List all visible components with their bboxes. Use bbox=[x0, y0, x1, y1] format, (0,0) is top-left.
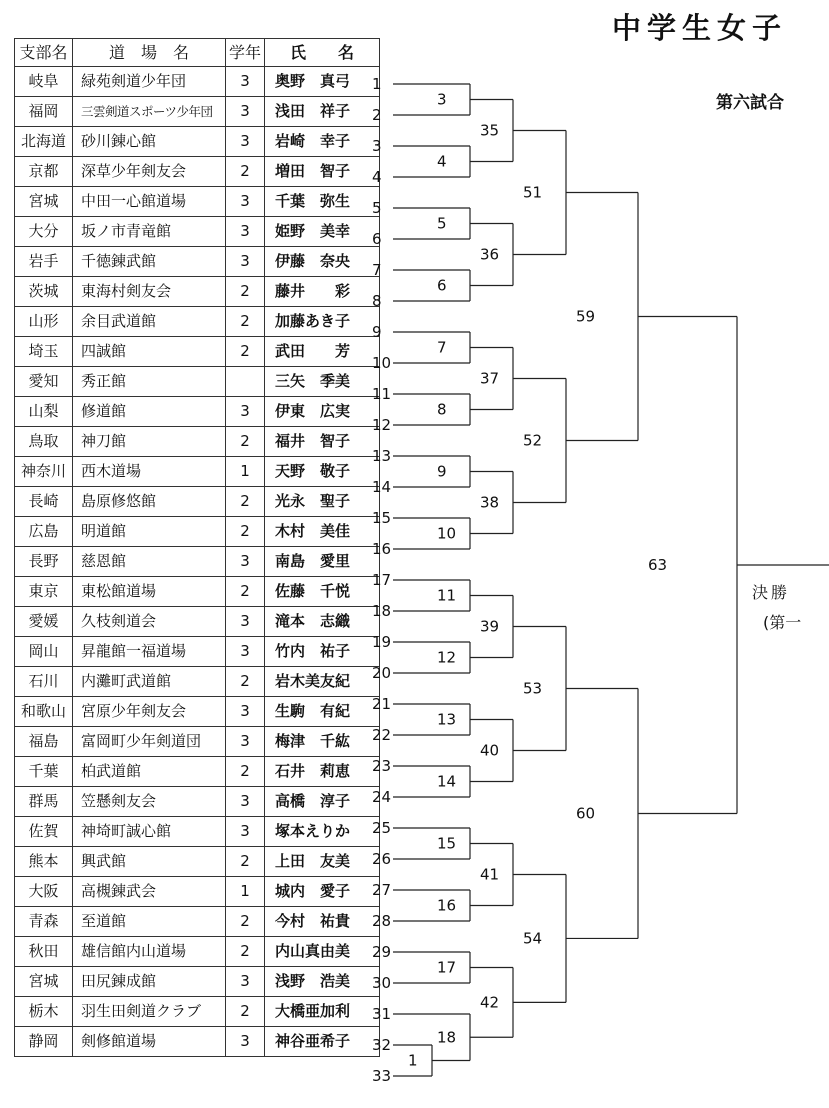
grade-cell: 3 bbox=[226, 217, 265, 247]
match-number-r2: 38 bbox=[480, 493, 500, 512]
dojo-cell: 東松館道場 bbox=[73, 577, 226, 607]
grade-cell: 2 bbox=[226, 307, 265, 337]
name-cell: 藤井 彩 bbox=[265, 277, 380, 307]
branch-cell: 京都 bbox=[15, 157, 73, 187]
match-number-r2: 41 bbox=[480, 865, 500, 884]
dojo-cell: 坂ノ市青竜館 bbox=[73, 217, 226, 247]
dojo-cell: 至道館 bbox=[73, 907, 226, 937]
branch-cell: 神奈川 bbox=[15, 457, 73, 487]
match-number-r1: 16 bbox=[437, 896, 457, 915]
match-number-r2: 35 bbox=[480, 121, 500, 140]
grade-cell: 2 bbox=[226, 907, 265, 937]
name-cell: 福井 智子 bbox=[265, 427, 380, 457]
branch-cell: 埼玉 bbox=[15, 337, 73, 367]
name-cell: 今村 祐貴 bbox=[265, 907, 380, 937]
branch-cell: 栃木 bbox=[15, 997, 73, 1027]
name-cell: 上田 友美 bbox=[265, 847, 380, 877]
seed-number: 10 bbox=[372, 354, 392, 372]
name-cell: 竹内 祐子 bbox=[265, 637, 380, 667]
seed-number: 2 bbox=[372, 106, 382, 124]
page-title: 中学生女子 bbox=[612, 11, 788, 45]
grade-cell: 3 bbox=[226, 1027, 265, 1057]
match-number-r3: 54 bbox=[523, 929, 543, 948]
seed-number: 14 bbox=[372, 478, 392, 496]
name-cell: 浅田 祥子 bbox=[265, 97, 380, 127]
seed-number: 28 bbox=[372, 912, 392, 930]
name-cell: 南島 愛里 bbox=[265, 547, 380, 577]
dojo-cell: 剣修館道場 bbox=[73, 1027, 226, 1057]
name-cell: 城内 愛子 bbox=[265, 877, 380, 907]
seed-number: 8 bbox=[372, 292, 382, 310]
match-number-prelim: 1 bbox=[408, 1051, 418, 1070]
branch-cell: 福島 bbox=[15, 727, 73, 757]
name-cell: 梅津 千紘 bbox=[265, 727, 380, 757]
branch-cell: 千葉 bbox=[15, 757, 73, 787]
dojo-cell: 千徳錬武館 bbox=[73, 247, 226, 277]
grade-cell: 2 bbox=[226, 577, 265, 607]
dojo-cell: 砂川錬心館 bbox=[73, 127, 226, 157]
grade-cell: 3 bbox=[226, 547, 265, 577]
dojo-cell: 田尻錬成館 bbox=[73, 967, 226, 997]
grade-cell: 3 bbox=[226, 97, 265, 127]
seed-number: 4 bbox=[372, 168, 382, 186]
seed-number: 23 bbox=[372, 757, 392, 775]
grade-cell: 2 bbox=[226, 517, 265, 547]
match-number-r1: 17 bbox=[437, 958, 457, 977]
branch-cell: 岡山 bbox=[15, 637, 73, 667]
match-number-r2: 40 bbox=[480, 741, 500, 760]
dojo-cell: 東海村剣友会 bbox=[73, 277, 226, 307]
name-cell: 奥野 真弓 bbox=[265, 67, 380, 97]
dojo-cell: 笠懸剣友会 bbox=[73, 787, 226, 817]
branch-cell: 東京 bbox=[15, 577, 73, 607]
match-number-r2: 42 bbox=[480, 993, 500, 1012]
grade-cell: 2 bbox=[226, 337, 265, 367]
grade-cell: 2 bbox=[226, 487, 265, 517]
grade-cell: 3 bbox=[226, 397, 265, 427]
grade-cell: 3 bbox=[226, 967, 265, 997]
name-cell: 増田 智子 bbox=[265, 157, 380, 187]
dojo-cell: 秀正館 bbox=[73, 367, 226, 397]
match-number-r2: 37 bbox=[480, 369, 500, 388]
match-number-r1: 9 bbox=[437, 462, 447, 481]
branch-cell: 長野 bbox=[15, 547, 73, 577]
seed-number: 17 bbox=[372, 571, 392, 589]
match-number-r1: 5 bbox=[437, 214, 447, 233]
seed-number: 7 bbox=[372, 261, 382, 279]
match-number-r1: 7 bbox=[437, 338, 447, 357]
grade-cell: 3 bbox=[226, 817, 265, 847]
seed-number: 19 bbox=[372, 633, 392, 651]
grade-cell: 3 bbox=[226, 187, 265, 217]
branch-cell: 静岡 bbox=[15, 1027, 73, 1057]
seed-number: 5 bbox=[372, 199, 382, 217]
grade-cell: 1 bbox=[226, 877, 265, 907]
seed-number: 18 bbox=[372, 602, 392, 620]
grade-cell: 2 bbox=[226, 157, 265, 187]
match-number-r1: 8 bbox=[437, 400, 447, 419]
seed-number: 25 bbox=[372, 819, 392, 837]
match-number-r2: 36 bbox=[480, 245, 500, 264]
final-label: 決勝 bbox=[752, 583, 791, 602]
dojo-cell: 羽生田剣道クラブ bbox=[73, 997, 226, 1027]
seed-number: 11 bbox=[372, 385, 392, 403]
match-number-r2: 39 bbox=[480, 617, 500, 636]
seed-number: 33 bbox=[372, 1067, 392, 1085]
grade-cell: 2 bbox=[226, 847, 265, 877]
branch-cell: 宮城 bbox=[15, 967, 73, 997]
seed-number: 3 bbox=[372, 137, 382, 155]
grade-cell: 2 bbox=[226, 937, 265, 967]
seed-number: 13 bbox=[372, 447, 392, 465]
dojo-cell: 修道館 bbox=[73, 397, 226, 427]
name-cell: 姫野 美幸 bbox=[265, 217, 380, 247]
seed-number: 26 bbox=[372, 850, 392, 868]
branch-cell: 石川 bbox=[15, 667, 73, 697]
final-sub-label: (第一 bbox=[763, 613, 802, 632]
branch-cell: 宮城 bbox=[15, 187, 73, 217]
name-cell: 石井 莉恵 bbox=[265, 757, 380, 787]
branch-cell: 愛媛 bbox=[15, 607, 73, 637]
match-number-r1: 18 bbox=[437, 1028, 457, 1047]
match-number-r3: 51 bbox=[523, 183, 543, 202]
dojo-cell: 三雲剣道スポーツ少年団 bbox=[73, 97, 226, 127]
match-number-r1: 4 bbox=[437, 152, 447, 171]
grade-cell: 2 bbox=[226, 757, 265, 787]
name-cell: 三矢 季美 bbox=[265, 367, 380, 397]
grade-cell: 1 bbox=[226, 457, 265, 487]
match-number-r4: 59 bbox=[576, 307, 596, 326]
branch-cell: 大分 bbox=[15, 217, 73, 247]
branch-cell: 山梨 bbox=[15, 397, 73, 427]
branch-cell: 長崎 bbox=[15, 487, 73, 517]
seed-number: 24 bbox=[372, 788, 392, 806]
match-number-r1: 3 bbox=[437, 90, 447, 109]
match-number-r3: 53 bbox=[523, 679, 543, 698]
grade-cell: 3 bbox=[226, 607, 265, 637]
dojo-cell: 明道館 bbox=[73, 517, 226, 547]
seed-number: 20 bbox=[372, 664, 392, 682]
name-cell: 岩崎 幸子 bbox=[265, 127, 380, 157]
dojo-cell: 余目武道館 bbox=[73, 307, 226, 337]
header-branch: 支部名 bbox=[15, 39, 73, 67]
match-number-r1: 15 bbox=[437, 834, 457, 853]
name-cell: 伊藤 奈央 bbox=[265, 247, 380, 277]
header-grade: 学年 bbox=[226, 39, 265, 67]
dojo-cell: 島原修悠館 bbox=[73, 487, 226, 517]
name-cell: 伊東 広実 bbox=[265, 397, 380, 427]
name-cell: 武田 芳 bbox=[265, 337, 380, 367]
match-number-r1: 6 bbox=[437, 276, 447, 295]
branch-cell: 鳥取 bbox=[15, 427, 73, 457]
grade-cell: 2 bbox=[226, 427, 265, 457]
grade-cell: 3 bbox=[226, 247, 265, 277]
branch-cell: 大阪 bbox=[15, 877, 73, 907]
name-cell: 佐藤 千悦 bbox=[265, 577, 380, 607]
match-number-r1: 13 bbox=[437, 710, 457, 729]
seed-number: 16 bbox=[372, 540, 392, 558]
grade-cell: 2 bbox=[226, 667, 265, 697]
seed-number: 30 bbox=[372, 974, 392, 992]
name-cell: 浅野 浩美 bbox=[265, 967, 380, 997]
seed-number: 29 bbox=[372, 943, 392, 961]
seed-number: 6 bbox=[372, 230, 382, 248]
seed-number: 27 bbox=[372, 881, 392, 899]
dojo-cell: 興武館 bbox=[73, 847, 226, 877]
round-label: 第六試合 bbox=[716, 93, 784, 113]
name-cell: 高橋 淳子 bbox=[265, 787, 380, 817]
branch-cell: 北海道 bbox=[15, 127, 73, 157]
dojo-cell: 慈恩館 bbox=[73, 547, 226, 577]
dojo-cell: 西木道場 bbox=[73, 457, 226, 487]
match-number-r1: 12 bbox=[437, 648, 457, 667]
dojo-cell: 昇龍館一福道場 bbox=[73, 637, 226, 667]
name-cell: 木村 美佳 bbox=[265, 517, 380, 547]
seed-number: 22 bbox=[372, 726, 392, 744]
dojo-cell: 深草少年剣友会 bbox=[73, 157, 226, 187]
branch-cell: 佐賀 bbox=[15, 817, 73, 847]
seed-number: 1 bbox=[372, 75, 382, 93]
grade-cell: 3 bbox=[226, 127, 265, 157]
name-cell: 神谷亜希子 bbox=[265, 1027, 380, 1057]
branch-cell: 秋田 bbox=[15, 937, 73, 967]
seed-number: 21 bbox=[372, 695, 392, 713]
branch-cell: 和歌山 bbox=[15, 697, 73, 727]
dojo-cell: 神埼町誠心館 bbox=[73, 817, 226, 847]
match-number-r4: 60 bbox=[576, 804, 596, 823]
dojo-cell: 内灘町武道館 bbox=[73, 667, 226, 697]
branch-cell: 広島 bbox=[15, 517, 73, 547]
grade-cell: 3 bbox=[226, 697, 265, 727]
dojo-cell: 富岡町少年剣道団 bbox=[73, 727, 226, 757]
dojo-cell: 柏武道館 bbox=[73, 757, 226, 787]
name-cell: 千葉 弥生 bbox=[265, 187, 380, 217]
name-cell: 大橋亜加利 bbox=[265, 997, 380, 1027]
branch-cell: 岩手 bbox=[15, 247, 73, 277]
match-number-r5: 63 bbox=[648, 555, 668, 574]
branch-cell: 福岡 bbox=[15, 97, 73, 127]
match-number-r1: 14 bbox=[437, 772, 457, 791]
seed-number: 32 bbox=[372, 1036, 392, 1054]
dojo-cell: 高槻錬武会 bbox=[73, 877, 226, 907]
grade-cell: 3 bbox=[226, 727, 265, 757]
match-number-r3: 52 bbox=[523, 431, 543, 450]
dojo-cell: 緑苑剣道少年団 bbox=[73, 67, 226, 97]
name-cell: 塚本えりか bbox=[265, 817, 380, 847]
header-dojo: 道 場 名 bbox=[73, 39, 226, 67]
seed-number: 15 bbox=[372, 509, 392, 527]
seed-number: 9 bbox=[372, 323, 382, 341]
name-cell: 滝本 志織 bbox=[265, 607, 380, 637]
dojo-cell: 四誠館 bbox=[73, 337, 226, 367]
dojo-cell: 神刀館 bbox=[73, 427, 226, 457]
header-name: 氏 名 bbox=[265, 39, 380, 67]
dojo-cell: 宮原少年剣友会 bbox=[73, 697, 226, 727]
match-number-r1: 11 bbox=[437, 586, 457, 605]
branch-cell: 熊本 bbox=[15, 847, 73, 877]
dojo-cell: 雄信館内山道場 bbox=[73, 937, 226, 967]
branch-cell: 愛知 bbox=[15, 367, 73, 397]
branch-cell: 青森 bbox=[15, 907, 73, 937]
seed-number: 12 bbox=[372, 416, 392, 434]
name-cell: 光永 聖子 bbox=[265, 487, 380, 517]
branch-cell: 群馬 bbox=[15, 787, 73, 817]
branch-cell: 茨城 bbox=[15, 277, 73, 307]
grade-cell: 3 bbox=[226, 637, 265, 667]
name-cell: 内山真由美 bbox=[265, 937, 380, 967]
grade-cell: 3 bbox=[226, 67, 265, 97]
grade-cell: 3 bbox=[226, 787, 265, 817]
name-cell: 生駒 有紀 bbox=[265, 697, 380, 727]
name-cell: 加藤あき子 bbox=[265, 307, 380, 337]
dojo-cell: 久枝剣道会 bbox=[73, 607, 226, 637]
branch-cell: 山形 bbox=[15, 307, 73, 337]
name-cell: 岩木美友紀 bbox=[265, 667, 380, 697]
dojo-cell: 中田一心館道場 bbox=[73, 187, 226, 217]
grade-cell: 2 bbox=[226, 997, 265, 1027]
seed-number: 31 bbox=[372, 1005, 392, 1023]
grade-cell: 2 bbox=[226, 277, 265, 307]
name-cell: 天野 敬子 bbox=[265, 457, 380, 487]
match-number-r1: 10 bbox=[437, 524, 457, 543]
branch-cell: 岐阜 bbox=[15, 67, 73, 97]
